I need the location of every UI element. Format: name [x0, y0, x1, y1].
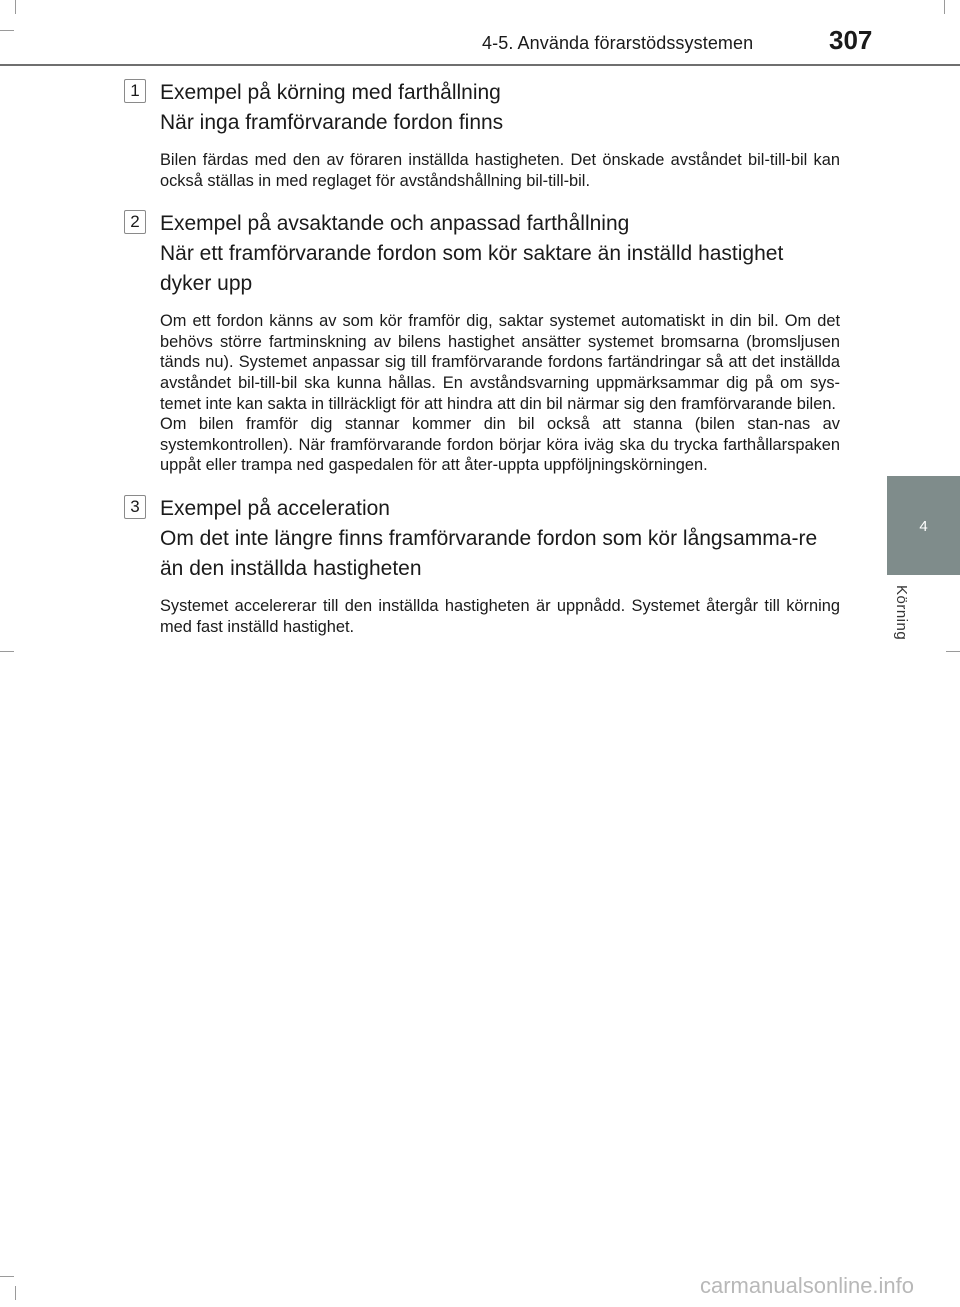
- section-2: [124, 209, 840, 476]
- section-subtitle: När ett framförvarande fordon som kör saktare än inställd hastighet dyker upp: [160, 242, 784, 296]
- header-rule: [0, 64, 960, 66]
- section-body: [160, 150, 840, 191]
- crop-mark: [946, 651, 960, 652]
- crop-mark: [944, 0, 945, 14]
- body-paragraph: Bilen färdas med den av föraren inställda hastigheten. Det önskade avståndet bil-till-bil kan också ställas in med reglaget för avståndshållning bil-till-bil.: [160, 151, 840, 190]
- crop-mark: [15, 1286, 16, 1300]
- section-number-badge: 1: [124, 79, 146, 103]
- page-number: 307: [829, 25, 873, 55]
- crop-mark: [0, 651, 14, 652]
- main-content: [124, 78, 840, 655]
- chapter-number: 4: [919, 518, 928, 535]
- crop-mark: [15, 0, 16, 14]
- chapter-tab: [887, 476, 960, 575]
- section-title: Exempel på körning med farthållning: [160, 81, 501, 104]
- section-number-badge: 3: [124, 495, 146, 519]
- section-body: [160, 311, 840, 476]
- section-3: [124, 494, 840, 637]
- section-1: [124, 78, 840, 191]
- body-paragraph: Om ett fordon känns av som kör framför dig, saktar systemet automatiskt in din bil. Om det behövs större fartminskning av bilens hastighet ansätter systemet bromsarna (bromsljusen tänds nu). Systemet anpassar sig till framförvarande fordons fartändringar så att det inställda avståndet bil-till-bil ska kunna hållas. En avståndsvarning uppmärksammar dig på om sys-temet inte kan sakta in tillräckligt för att hindra att din bil närmar sig den framförvarande bilen.: [160, 312, 840, 413]
- section-subtitle: När inga framförvarande fordon finns: [160, 111, 504, 134]
- section-title: Exempel på avsaktande och anpassad farthållning: [160, 212, 630, 236]
- section-number-badge: 2: [124, 210, 146, 234]
- body-paragraph: Systemet accelererar till den inställda hastigheten är uppnådd. Systemet återgår till körning med fast inställd hastighet.: [160, 596, 840, 636]
- chapter-label: Körning: [893, 585, 910, 641]
- crop-mark: [0, 30, 14, 31]
- section-title: Exempel på acceleration: [160, 496, 390, 520]
- section-body: [160, 596, 840, 637]
- body-paragraph: Om bilen framför dig stannar kommer din bil också att stanna (bilen stan-nas av systemkontrollen). När framförvarande fordon börjar köra iväg ska du trycka farthållarspaken uppåt eller trampa ned gaspedalen för att åter-uppta uppföljningskörningen.: [160, 415, 840, 475]
- crop-mark: [0, 1276, 14, 1277]
- running-header-section: 4-5. Använda förarstödssystemen: [482, 33, 754, 53]
- section-subtitle: Om det inte längre finns framförvarande fordon som kör långsamma-re än den inställda hastigheten: [160, 526, 818, 580]
- watermark: carmanualsonline.info: [700, 1273, 915, 1298]
